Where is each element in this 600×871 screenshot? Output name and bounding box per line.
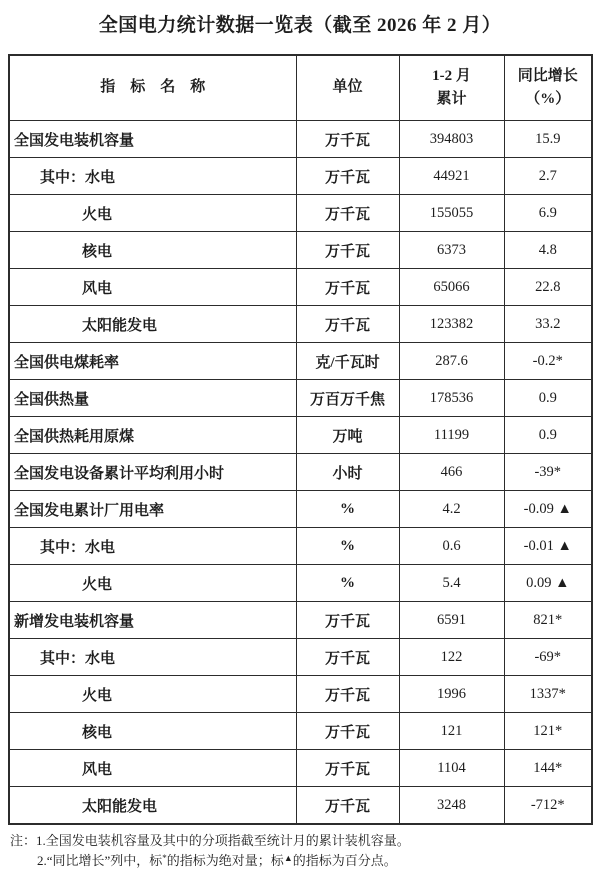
table-row bbox=[9, 454, 592, 491]
unit-cell: 万千瓦 bbox=[296, 158, 399, 195]
note-2-text-c: 的指标为百分点。 bbox=[292, 853, 397, 869]
growth-cell: 821* bbox=[504, 602, 592, 639]
indicator-name-cell: 风电 bbox=[9, 269, 296, 306]
growth-cell: 121* bbox=[504, 713, 592, 750]
unit-cell: 万千瓦 bbox=[296, 750, 399, 787]
table-row bbox=[9, 787, 592, 825]
unit-cell: 万千瓦 bbox=[296, 713, 399, 750]
unit-cell: 万吨 bbox=[296, 417, 399, 454]
value-cell: 155055 bbox=[399, 195, 504, 232]
indicator-name-cell: 太阳能发电 bbox=[9, 787, 296, 825]
table-row bbox=[9, 380, 592, 417]
value-cell: 11199 bbox=[399, 417, 504, 454]
growth-cell: -39* bbox=[504, 454, 592, 491]
unit-cell: 小时 bbox=[296, 454, 399, 491]
value-cell: 3248 bbox=[399, 787, 504, 825]
header-growth bbox=[504, 55, 592, 121]
value-cell: 466 bbox=[399, 454, 504, 491]
value-cell: 65066 bbox=[399, 269, 504, 306]
value-cell: 5.4 bbox=[399, 565, 504, 602]
triangle-mark-icon: ▲ bbox=[283, 853, 293, 864]
indicator-name-cell: 核电 bbox=[9, 232, 296, 269]
unit-cell: 万千瓦 bbox=[296, 676, 399, 713]
indicator-name-cell: 火电 bbox=[9, 195, 296, 232]
growth-cell: -712* bbox=[504, 787, 592, 825]
table-row bbox=[9, 121, 592, 158]
unit-cell: 万千瓦 bbox=[296, 232, 399, 269]
page-title: 全国电力统计数据一览表（截至 2026 年 2 月） bbox=[98, 15, 502, 36]
header-unit: 单位 bbox=[296, 55, 399, 121]
table-row bbox=[9, 343, 592, 380]
stats-table bbox=[8, 54, 593, 825]
table-row bbox=[9, 602, 592, 639]
value-cell: 6591 bbox=[399, 602, 504, 639]
indicator-name-cell: 全国供电煤耗率 bbox=[9, 343, 296, 380]
note-line-2 bbox=[10, 851, 600, 871]
growth-cell: -0.2* bbox=[504, 343, 592, 380]
growth-cell: 1337* bbox=[504, 676, 592, 713]
value-cell: 1104 bbox=[399, 750, 504, 787]
value-cell: 121 bbox=[399, 713, 504, 750]
unit-cell: 万千瓦 bbox=[296, 306, 399, 343]
indicator-name-cell: 全国供热耗用原煤 bbox=[9, 417, 296, 454]
growth-cell: -0.01 ▲ bbox=[504, 528, 592, 565]
indicator-name-cell: 全国发电设备累计平均利用小时 bbox=[9, 454, 296, 491]
indicator-name-cell: 核电 bbox=[9, 713, 296, 750]
table-row bbox=[9, 195, 592, 232]
unit-cell: 万千瓦 bbox=[296, 787, 399, 825]
unit-cell: % bbox=[296, 528, 399, 565]
value-cell: 0.6 bbox=[399, 528, 504, 565]
growth-cell: 144* bbox=[504, 750, 592, 787]
value-cell: 6373 bbox=[399, 232, 504, 269]
note-1-text: 1.全国发电装机容量及其中的分项指截至统计月的累计装机容量。 bbox=[36, 833, 410, 848]
indicator-name-cell: 其中：水电 bbox=[9, 158, 296, 195]
table-row bbox=[9, 232, 592, 269]
header-period bbox=[399, 55, 504, 121]
table-row bbox=[9, 713, 592, 750]
asterisk-mark-icon: * bbox=[162, 853, 167, 864]
growth-cell: 2.7 bbox=[504, 158, 592, 195]
value-cell: 178536 bbox=[399, 380, 504, 417]
unit-cell: % bbox=[296, 491, 399, 528]
value-cell: 44921 bbox=[399, 158, 504, 195]
footnotes bbox=[10, 831, 600, 871]
unit-cell: 万千瓦 bbox=[296, 121, 399, 158]
value-cell: 4.2 bbox=[399, 491, 504, 528]
table-row bbox=[9, 750, 592, 787]
table-row bbox=[9, 491, 592, 528]
growth-cell: 0.09 ▲ bbox=[504, 565, 592, 602]
unit-cell: 万百万千焦 bbox=[296, 380, 399, 417]
value-cell: 1996 bbox=[399, 676, 504, 713]
value-cell: 287.6 bbox=[399, 343, 504, 380]
header-row bbox=[9, 55, 592, 121]
value-cell: 122 bbox=[399, 639, 504, 676]
note-2-text-b: 的指标为绝对量；标 bbox=[166, 853, 284, 869]
indicator-name-cell: 全国发电累计厂用电率 bbox=[9, 491, 296, 528]
indicator-name-cell: 火电 bbox=[9, 565, 296, 602]
note-line-1 bbox=[10, 831, 600, 851]
table-row bbox=[9, 639, 592, 676]
growth-cell: 15.9 bbox=[504, 121, 592, 158]
indicator-name-cell: 太阳能发电 bbox=[9, 306, 296, 343]
note-2-text-a: 2.“同比增长”列中，标 bbox=[37, 853, 163, 869]
indicator-name-cell: 火电 bbox=[9, 676, 296, 713]
growth-cell: 0.9 bbox=[504, 417, 592, 454]
table-row bbox=[9, 269, 592, 306]
header-growth-line1: 同比增长 bbox=[517, 67, 578, 84]
unit-cell: 克/千瓦时 bbox=[296, 343, 399, 380]
unit-cell: 万千瓦 bbox=[296, 195, 399, 232]
header-period-line1: 1-2 月 bbox=[432, 67, 471, 84]
growth-cell: 6.9 bbox=[504, 195, 592, 232]
indicator-name-cell: 其中：水电 bbox=[9, 528, 296, 565]
indicator-name-cell: 风电 bbox=[9, 750, 296, 787]
table-row bbox=[9, 306, 592, 343]
value-cell: 123382 bbox=[399, 306, 504, 343]
growth-cell: 4.8 bbox=[504, 232, 592, 269]
table-row bbox=[9, 676, 592, 713]
unit-cell: 万千瓦 bbox=[296, 602, 399, 639]
header-period-line2: 累计 bbox=[436, 91, 467, 107]
table-row bbox=[9, 417, 592, 454]
growth-cell: -69* bbox=[504, 639, 592, 676]
indicator-name-cell: 新增发电装机容量 bbox=[9, 602, 296, 639]
unit-cell: 万千瓦 bbox=[296, 639, 399, 676]
unit-cell: 万千瓦 bbox=[296, 269, 399, 306]
note-label: 注： bbox=[10, 833, 37, 848]
table-row bbox=[9, 565, 592, 602]
header-indicator-name: 指 标 名 称 bbox=[9, 55, 296, 121]
table-row bbox=[9, 158, 592, 195]
unit-cell: % bbox=[296, 565, 399, 602]
value-cell: 394803 bbox=[399, 121, 504, 158]
growth-cell: 33.2 bbox=[504, 306, 592, 343]
indicator-name-cell: 全国发电装机容量 bbox=[9, 121, 296, 158]
growth-cell: 22.8 bbox=[504, 269, 592, 306]
growth-cell: 0.9 bbox=[504, 380, 592, 417]
indicator-name-cell: 全国供热量 bbox=[9, 380, 296, 417]
growth-cell: -0.09 ▲ bbox=[504, 491, 592, 528]
indicator-name-cell: 其中：水电 bbox=[9, 639, 296, 676]
header-growth-line2: （%） bbox=[525, 91, 571, 107]
table-row bbox=[9, 528, 592, 565]
